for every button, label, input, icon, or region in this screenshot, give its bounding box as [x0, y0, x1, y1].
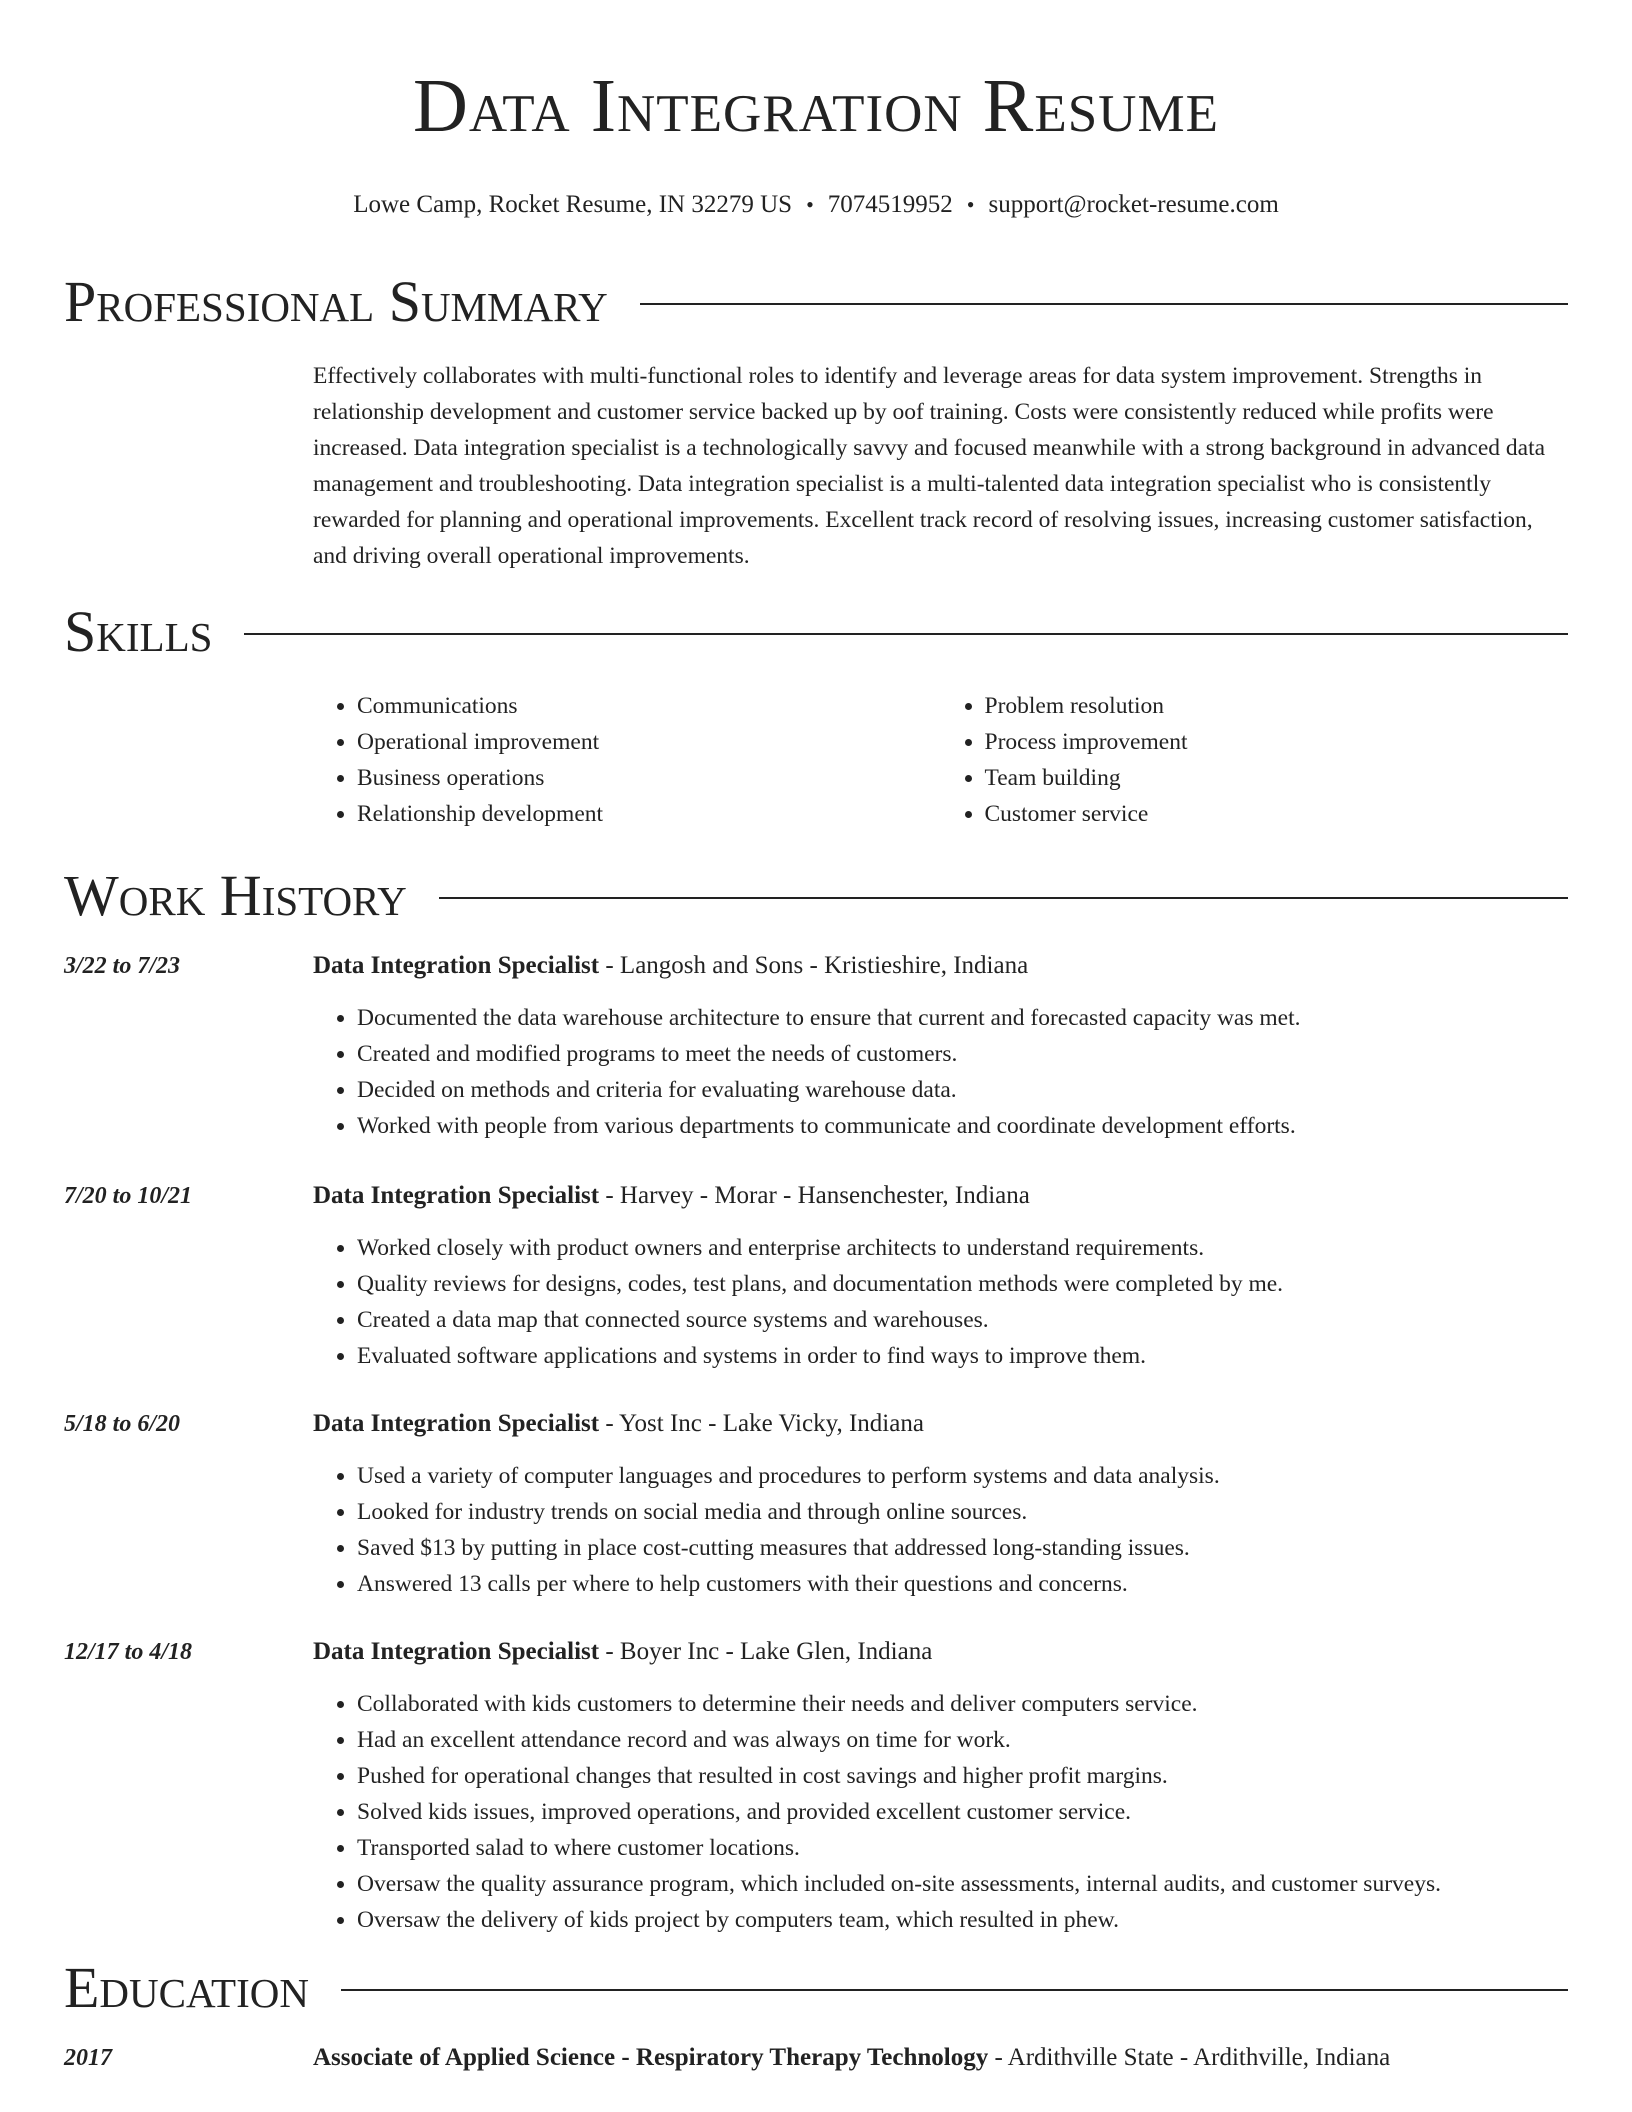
skill-item: • Communications: [357, 688, 941, 724]
document-title: Data Integration Resume: [413, 64, 1219, 148]
job-heading: [313, 948, 1568, 984]
job-bullets: [313, 1686, 1568, 1938]
work-heading: Work History: [64, 863, 407, 928]
job-bullet: • Created a data map that connected source systems and warehouses.: [357, 1302, 1568, 1338]
summary-text: Effectively collaborates with multi-functional roles to identify and leverage areas for data system improvement. Strengths in relationship development and customer service backed up by oof training. Costs were consistently reduced while profits were increased. Data integration specialist is a technologically savvy and focused meanwhile with a strong background in advanced data management and troubleshooting. Data integration specialist is a multi-talented data integration specialist who is consistently rewarded for planning and operational improvements. Excellent track record of resolving issues, increasing customer satisfaction, and driving overall operational improvements.: [313, 363, 1546, 569]
job-entry: [64, 1634, 1568, 1938]
section-divider: [439, 897, 1568, 899]
job-bullet: • Answered 13 calls per where to help customers with their questions and concerns.: [357, 1566, 1568, 1602]
skill-item: • Process improvement: [985, 724, 1569, 760]
job-entry: [64, 948, 1568, 1144]
job-bullets: [313, 1458, 1568, 1602]
skill-item: • Relationship development: [357, 796, 941, 832]
skills-column-left: [313, 688, 941, 832]
education-section-header: [64, 1956, 1568, 2020]
job-bullet: • Evaluated software applications and systems in order to find ways to improve them.: [357, 1338, 1568, 1374]
education-heading-line: [313, 2040, 1568, 2076]
skill-item: • Team building: [985, 760, 1569, 796]
skill-item: • Customer service: [985, 796, 1569, 832]
job-bullets: [313, 1230, 1568, 1374]
skill-item: • Problem resolution: [985, 688, 1569, 724]
job-company: - Harvey - Morar - Hansenchester, Indiana: [599, 1182, 1030, 1209]
skills-heading: Skills: [64, 599, 213, 664]
job-company: - Langosh and Sons - Kristieshire, Indiana: [599, 952, 1029, 979]
job-bullet: • Worked closely with product owners and enterprise architects to understand requirements.: [357, 1230, 1568, 1266]
job-title: Data Integration Specialist: [313, 952, 600, 979]
job-heading: [313, 1406, 1568, 1442]
section-divider: [640, 303, 1568, 305]
job-entry: [64, 1406, 1568, 1602]
job-bullet: • Oversaw the delivery of kids project by computers team, which resulted in phew.: [357, 1902, 1568, 1938]
skill-item: • Business operations: [357, 760, 941, 796]
summary-section-header: [64, 270, 1568, 334]
job-bullet: • Quality reviews for designs, codes, test plans, and documentation methods were completed by me.: [357, 1266, 1568, 1302]
job-bullet: • Collaborated with kids customers to determine their needs and deliver computers service.: [357, 1686, 1568, 1722]
education-degree: Associate of Applied Science - Respiratory Therapy Technology: [313, 2044, 989, 2071]
contact-address: Lowe Camp, Rocket Resume, IN 32279 US: [353, 191, 793, 218]
skills-column-right: [941, 688, 1569, 832]
contact-phone: 7074519952: [827, 191, 953, 218]
education-school: - Ardithville State - Ardithville, Indiana: [988, 2044, 1391, 2071]
job-bullet: • Decided on methods and criteria for evaluating warehouse data.: [357, 1072, 1568, 1108]
contact-email[interactable]: support@rocket-resume.com: [988, 191, 1279, 218]
summary-heading: Professional Summary: [64, 269, 608, 334]
job-title: Data Integration Specialist: [313, 1638, 600, 1665]
job-dates: 5/18 to 6/20: [64, 1411, 181, 1437]
job-company: - Yost Inc - Lake Vicky, Indiana: [599, 1410, 924, 1437]
job-title: Data Integration Specialist: [313, 1410, 600, 1437]
contact-separator: •: [806, 192, 814, 217]
job-bullet: • Pushed for operational changes that resulted in cost savings and higher profit margins.: [357, 1758, 1568, 1794]
section-divider: [244, 633, 1568, 635]
job-bullet: • Oversaw the quality assurance program, which included on-site assessments, internal audits, and customer surveys.: [357, 1866, 1568, 1902]
skills-list: [313, 688, 1568, 832]
skills-section-header: [64, 600, 1568, 664]
contact-line: [0, 190, 1632, 220]
job-heading: [313, 1634, 1568, 1670]
work-section-header: [64, 864, 1568, 928]
job-bullet: • Solved kids issues, improved operations, and provided excellent customer service.: [357, 1794, 1568, 1830]
skill-item: • Operational improvement: [357, 724, 941, 760]
education-year: 2017: [64, 2045, 112, 2071]
job-dates: 3/22 to 7/23: [64, 953, 181, 979]
job-bullet: • Created and modified programs to meet the needs of customers.: [357, 1036, 1568, 1072]
job-bullet: • Transported salad to where customer locations.: [357, 1830, 1568, 1866]
contact-separator: •: [966, 192, 975, 217]
job-bullet: • Saved $13 by putting in place cost-cutting measures that addressed long-standing issues.: [357, 1530, 1568, 1566]
job-bullets: [313, 1000, 1568, 1144]
education-heading: Education: [64, 1955, 309, 2020]
job-bullet: • Worked with people from various departments to communicate and coordinate development efforts.: [357, 1108, 1568, 1144]
job-dates: 12/17 to 4/18: [64, 1639, 193, 1665]
job-bullet: • Used a variety of computer languages and procedures to perform systems and data analysis.: [357, 1458, 1568, 1494]
job-bullet: • Documented the data warehouse architecture to ensure that current and forecasted capacity was met.: [357, 1000, 1568, 1036]
job-heading: [313, 1178, 1568, 1214]
job-company: - Boyer Inc - Lake Glen, Indiana: [599, 1638, 933, 1665]
job-bullet: • Looked for industry trends on social media and through online sources.: [357, 1494, 1568, 1530]
job-title: Data Integration Specialist: [313, 1182, 600, 1209]
job-dates: 7/20 to 10/21: [64, 1183, 193, 1209]
education-entry: [64, 2040, 1568, 2076]
section-divider: [341, 1989, 1568, 1991]
job-bullet: • Had an excellent attendance record and was always on time for work.: [357, 1722, 1568, 1758]
job-entry: [64, 1178, 1568, 1374]
